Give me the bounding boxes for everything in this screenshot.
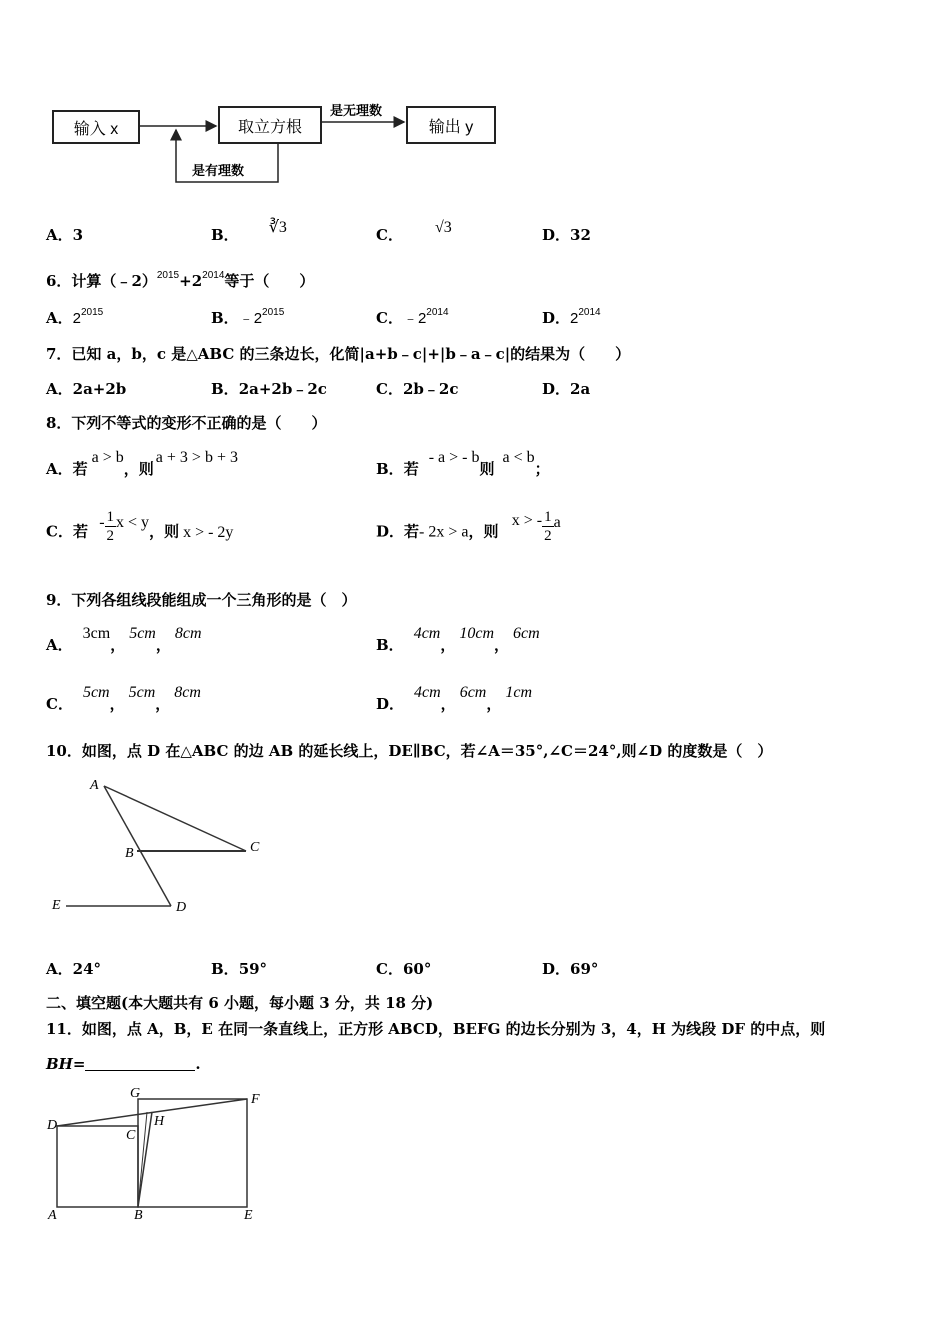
irrational-label: 是无理数 (330, 103, 383, 118)
q11-label-e: E (244, 1208, 253, 1223)
q10-option-b[interactable]: B．59° (211, 960, 268, 978)
q5-option-d[interactable]: D．32 (542, 226, 591, 244)
q8-option-c[interactable]: C．若 - $\frac{1}{2}$ x < y，则 x > - 2y (46, 509, 234, 544)
q11-label-d: D (47, 1118, 58, 1133)
process-box: 取立方根 (218, 106, 322, 144)
q10-label-e: E (52, 898, 61, 913)
q5-option-c[interactable]: C． √3 (376, 219, 452, 244)
q9-option-a[interactable]: A．3cm，5cm，8cm (46, 625, 202, 654)
rational-label: 是有理数 (192, 163, 245, 178)
q10-label-c: C (250, 840, 260, 855)
q6-option-b[interactable]: B．$﹣2^{2015}$ (211, 307, 285, 327)
q11-label-a: A (48, 1208, 57, 1223)
q7-stem: 7．已知 a，b，c 是△ABC 的三条边长，化简|a+b﹣c|+|b﹣a﹣c|的结果为（ ） (46, 345, 631, 363)
q11-label-f: F (251, 1092, 260, 1107)
q7-option-c[interactable]: C．2b﹣2c (376, 380, 459, 398)
section-title: 二、填空题(本大题共有 6 小题，每小题 3 分，共 18 分) (46, 994, 434, 1012)
flowchart-arrows (0, 0, 520, 200)
q10-option-d[interactable]: D．69° (542, 960, 599, 978)
q8-option-a[interactable]: A．若a > b，则a + 3 > b + 3 (46, 449, 238, 478)
q8-option-d[interactable]: D．若- 2x > a，则 x > - $\frac{1}{2}$ a (376, 509, 561, 544)
q10-label-d: D (176, 900, 187, 915)
q7-option-d[interactable]: D．2a (542, 380, 591, 398)
q6-stem: 6．计算$(﹣2)^{2015}+2^{2014}$等于（ ） (46, 270, 315, 290)
q10-label-a: A (90, 778, 99, 793)
q9-option-d[interactable]: D．4cm，6cm，1cm (376, 684, 533, 713)
q9-stem: 9．下列各组线段能组成一个三角形的是（ ） (46, 591, 357, 609)
q11-label-h: H (154, 1114, 165, 1129)
q7-option-b[interactable]: B．2a+2b﹣2c (211, 380, 327, 398)
answer-blank[interactable] (85, 1056, 195, 1071)
q7-option-a[interactable]: A．2a+2b (46, 380, 127, 398)
q6-option-d[interactable]: D．$2^{2014}$ (542, 307, 601, 327)
q10-option-c[interactable]: C．60° (376, 960, 432, 978)
input-box: 输入 x (52, 110, 140, 144)
output-box: 输出 y (406, 106, 496, 144)
q11-stem: 11．如图，点 A，B，E 在同一条直线上，正方形 ABCD，BEFG 的边长分别为 3，4，H 为线段 DF 的中点，则 (46, 1020, 826, 1038)
q10-label-b: B (125, 846, 134, 861)
q9-option-b[interactable]: B．4cm，10cm，6cm (376, 625, 540, 654)
q10-option-a[interactable]: A．24° (46, 960, 102, 978)
q5-option-a[interactable]: A．3 (46, 226, 84, 244)
q6-option-c[interactable]: C．$﹣2^{2014}$ (376, 307, 449, 327)
q10-stem: 10．如图，点 D 在△ABC 的边 AB 的延长线上，DE∥BC，若∠A＝35°,∠C＝24°,则∠D 的度数是（ ） (46, 742, 773, 760)
q11-answer[interactable]: BH= . (46, 1055, 201, 1073)
q6-option-a[interactable]: A．$2^{2015}$ (46, 307, 104, 327)
q11-label-c: C (126, 1128, 136, 1143)
q8-option-b[interactable]: B．若- a > - b则a < b； (376, 449, 550, 478)
q11-label-b: B (134, 1208, 143, 1223)
q9-option-c[interactable]: C．5cm，5cm，8cm (46, 684, 201, 713)
q5-option-b[interactable]: B． ∛3 (211, 219, 287, 244)
q8-stem: 8．下列不等式的变形不正确的是（ ） (46, 414, 327, 432)
q11-label-g: G (130, 1086, 141, 1101)
